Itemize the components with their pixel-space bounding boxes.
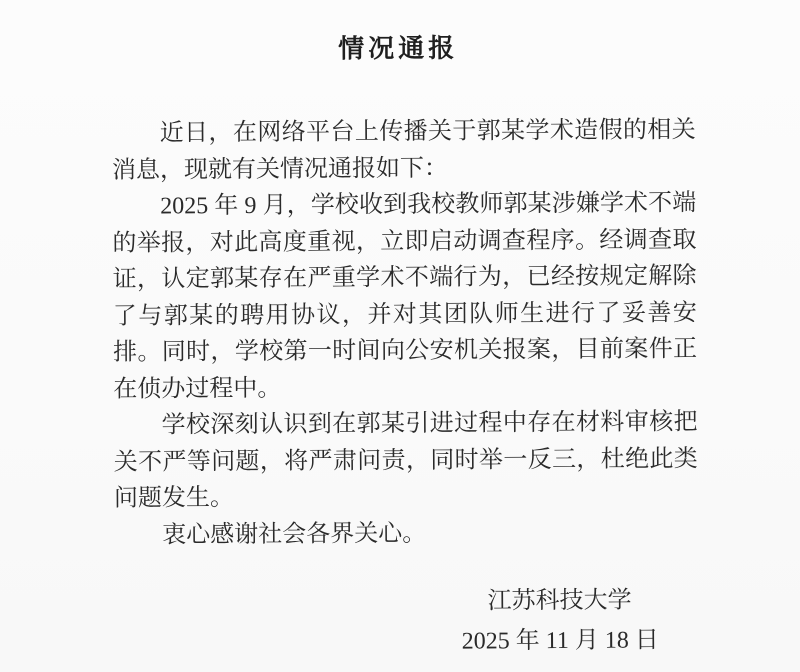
page-title: 情况通报 (338, 32, 459, 64)
paragraph-thanks: 衷心感谢社会各界关心。 (162, 520, 427, 548)
paragraph-investigation: 2025 年 9 月，学校收到我校教师郭某涉嫌学术不端的举报，对此高度重视，立即启动调查程序。经调查取证，认定郭某存在严重学术不端行为，已经按规定解除了与郭某的聘用协议，并对其团队师生进行了妥善安排。同时，学校第一时间向公安机关报案，目前案件正在侦办过程中。 (112, 190, 698, 403)
signature-block (115, 584, 699, 660)
notice-body (112, 112, 699, 554)
issuer-name: 江苏科技大学 (487, 587, 632, 615)
paragraph-intro: 近日，在网络平台上传播关于郭某学术造假的相关消息，现就有关情况通报如下： (111, 117, 696, 184)
issue-date: 2025 年 11 月 18 日 (461, 627, 659, 655)
paragraph-accountability: 学校深刻认识到在郭某引进过程中存在材料审核把关不严等问题，将严肃问责，同时举一反三，杜绝此类问题发生。 (113, 409, 698, 512)
